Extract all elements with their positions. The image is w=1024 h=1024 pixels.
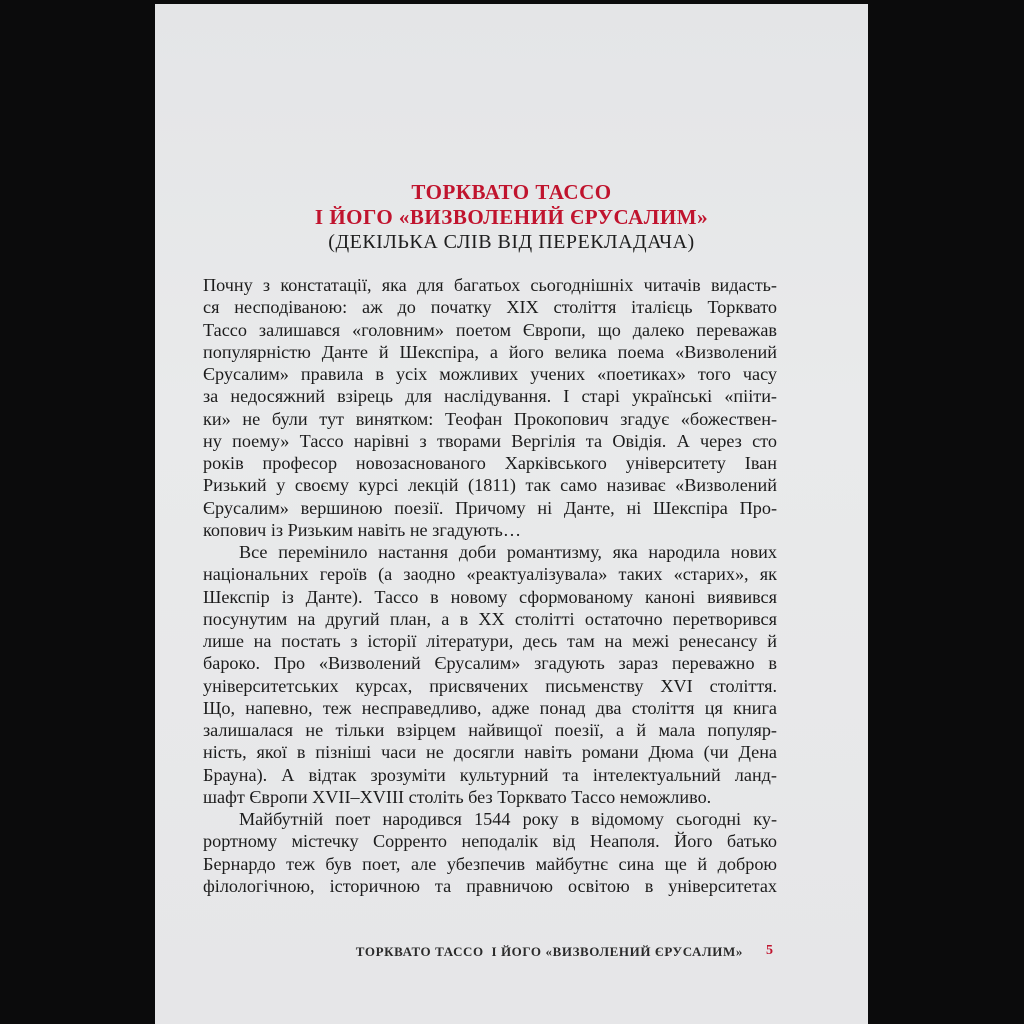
body-line-text: національних героїв (а заодно «реактуалізувала» таких «старих», як	[203, 564, 777, 585]
body-line	[203, 608, 777, 630]
body-line-text: Бернардо теж був поет, але убезпечив майбутнє сина ще й доброю	[203, 853, 777, 874]
body-line-text: популярністю Данте й Шекспіра, а його велика поема «Визволений	[203, 341, 777, 362]
body-line-text: копович із Ризьким навіть не згадують…	[203, 519, 522, 540]
body-line	[203, 697, 777, 719]
body-line-text: Що, напевно, теж несправедливо, адже понад два століття ця книга	[203, 697, 777, 718]
body-line-text: ся несподіваною: аж до початку XIX століття італієць Торквато	[203, 297, 777, 318]
body-line	[203, 808, 777, 830]
body-line-text: лише на постать з історії літератури, десь там на межі ренесансу й	[203, 631, 777, 651]
body-line-text: ну поему» Тассо нарівні з творами Вергілія та Овідія. А через сто	[203, 430, 777, 451]
title-line-1: ТОРКВАТО ТАССО	[411, 180, 612, 204]
body-line-text: років професор новозаснованого Харківського університету Іван	[203, 453, 777, 473]
running-footer: ТОРКВАТО ТАССО І ЙОГО «ВИЗВОЛЕНИЙ ЄРУСАЛИМ»	[355, 944, 743, 959]
body-line-text: Шекспір із Данте). Тассо в новому сформованому каноні виявився	[203, 586, 777, 607]
body-line-text: Ризький у своєму курсі лекцій (1811) так само називає «Визволений	[203, 475, 777, 496]
body-line-text: Почну з констатації, яка для багатьох сьогоднішніх читачів видасть-	[203, 275, 777, 295]
body-line	[203, 741, 777, 763]
body-line	[203, 341, 777, 363]
body-line	[203, 652, 777, 674]
body-line	[203, 875, 777, 897]
body-line	[203, 563, 777, 585]
subtitle: (ДЕКІЛЬКА СЛІВ ВІД ПЕРЕКЛАДАЧА)	[328, 231, 695, 253]
body-line	[203, 586, 777, 608]
body-line	[203, 474, 777, 496]
body-line-text: Майбутній поет народився 1544 року в відомому сьогодні ку-	[239, 809, 777, 829]
body-line	[203, 497, 777, 519]
body-line-text: Тассо залишався «головним» поетом Європи, що далеко переважав	[203, 319, 777, 340]
body-line	[203, 363, 777, 385]
body-line-text: шафт Європи XVII–XVIII століть без Торквато Тассо неможливо.	[203, 786, 712, 807]
body-line	[203, 519, 777, 541]
body-line-text: посунутим на другий план, а в XX столітті остаточно перетворився	[203, 608, 777, 629]
body-line	[203, 408, 777, 430]
body-line-text: ки» не були тут винятком: Теофан Прокопович згадує «божествен-	[203, 408, 777, 429]
body-line	[203, 385, 777, 407]
body-line-text: за недосяжний взірець для наслідування. І старі українські «пііти-	[203, 386, 777, 407]
body-line	[203, 764, 777, 786]
body-line	[203, 319, 777, 341]
body-line-text: університетських курсах, присвячених письменству XVI століття.	[203, 675, 777, 696]
body-line-text: Все перемінило настання доби романтизму, яка народила нових	[239, 542, 777, 562]
title-line-2: І ЙОГО «ВИЗВОЛЕНИЙ ЄРУСАЛИМ»	[314, 205, 709, 229]
body-line	[203, 675, 777, 697]
body-line	[203, 630, 777, 652]
book-page	[155, 4, 868, 1024]
body-line-text: Єрусалим» правила в усіх можливих учених «поетиках» того часу	[203, 364, 777, 384]
body-line	[203, 296, 777, 318]
body-line-text: бароко. Про «Визволений Єрусалим» згадують зараз переважно в	[203, 653, 777, 674]
body-line	[203, 786, 777, 808]
page-number: 5	[766, 943, 773, 958]
body-line-text: філологічною, історичною та правничою освітою в університетах	[203, 875, 777, 896]
body-line	[203, 452, 777, 474]
body-line-text: Брауна). А відтак зрозуміти культурний та інтелектуальний ланд-	[203, 764, 777, 785]
body-line	[203, 430, 777, 452]
body-line	[203, 274, 777, 296]
body-line-text: рортному містечку Сорренто неподалік від Неаполя. Його батько	[203, 831, 777, 852]
body-line-text: залишалася не тільки взірцем найвищої поезії, а й мала популяр-	[203, 720, 777, 740]
body-line-text: ність, якої в пізніші часи не досягли навіть романи Дюма (чи Дена	[203, 742, 777, 763]
body-line	[203, 830, 777, 852]
body-line	[203, 719, 777, 741]
body-line	[203, 541, 777, 563]
body-line-text: Єрусалим» вершиною поезії. Причому ні Данте, ні Шекспіра Про-	[203, 497, 777, 518]
body-line	[203, 853, 777, 875]
